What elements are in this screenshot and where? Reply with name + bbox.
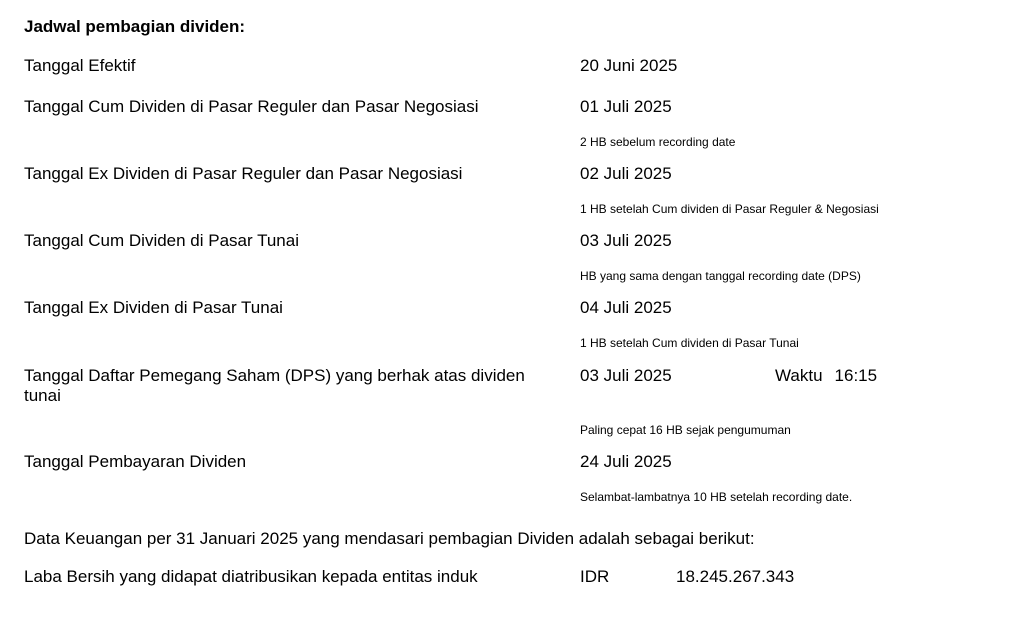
schedule-date-ex-cash: 04 Juli 2025	[580, 298, 672, 317]
schedule-note-cum-cash: HB yang sama dengan tanggal recording date (DPS)	[580, 269, 861, 283]
schedule-date-payment: 24 Juli 2025	[580, 452, 672, 471]
page-title: Jadwal pembagian dividen:	[24, 17, 246, 36]
recording-time-value: 16:15	[834, 366, 878, 385]
net-profit-label: Laba Bersih yang didapat diatribusikan kepada entitas induk	[24, 567, 478, 586]
recording-time	[775, 366, 877, 386]
net-profit-amount: 18.245.267.343	[676, 567, 795, 586]
recording-time-label: Waktu	[775, 366, 823, 385]
schedule-note-ex-cash: 1 HB setelah Cum dividen di Pasar Tunai	[580, 336, 799, 350]
schedule-label-cum-cash: Tanggal Cum Dividen di Pasar Tunai	[24, 231, 299, 250]
schedule-note-payment: Selambat-lambatnya 10 HB setelah recording date.	[580, 490, 853, 504]
schedule-label-ex-cash: Tanggal Ex Dividen di Pasar Tunai	[24, 298, 283, 317]
schedule-note-recording-date: Paling cepat 16 HB sejak pengumuman	[580, 423, 791, 437]
financial-statement-text: Data Keuangan per 31 Januari 2025 yang mendasari pembagian Dividen adalah sebagai berikut:	[24, 529, 755, 548]
schedule-date-cum-regular: 01 Juli 2025	[580, 97, 672, 116]
schedule-label-recording-date: Tanggal Daftar Pemegang Saham (DPS) yang berhak atas dividen tunai	[24, 366, 525, 405]
schedule-label-ex-regular: Tanggal Ex Dividen di Pasar Reguler dan Pasar Negosiasi	[24, 164, 463, 183]
schedule-label-payment: Tanggal Pembayaran Dividen	[24, 452, 247, 471]
schedule-note-ex-regular: 1 HB setelah Cum dividen di Pasar Reguler & Negosiasi	[580, 202, 879, 216]
schedule-date-cum-cash: 03 Juli 2025	[580, 231, 672, 250]
schedule-note-cum-regular: 2 HB sebelum recording date	[580, 135, 736, 149]
schedule-date-effective: 20 Juni 2025	[580, 56, 678, 75]
schedule-date-recording-date: 03 Juli 2025	[580, 366, 672, 385]
net-profit-currency: IDR	[580, 567, 610, 586]
schedule-label-cum-regular: Tanggal Cum Dividen di Pasar Reguler dan Pasar Negosiasi	[24, 97, 479, 116]
schedule-label-effective: Tanggal Efektif	[24, 56, 136, 75]
schedule-date-ex-regular: 02 Juli 2025	[580, 164, 672, 183]
